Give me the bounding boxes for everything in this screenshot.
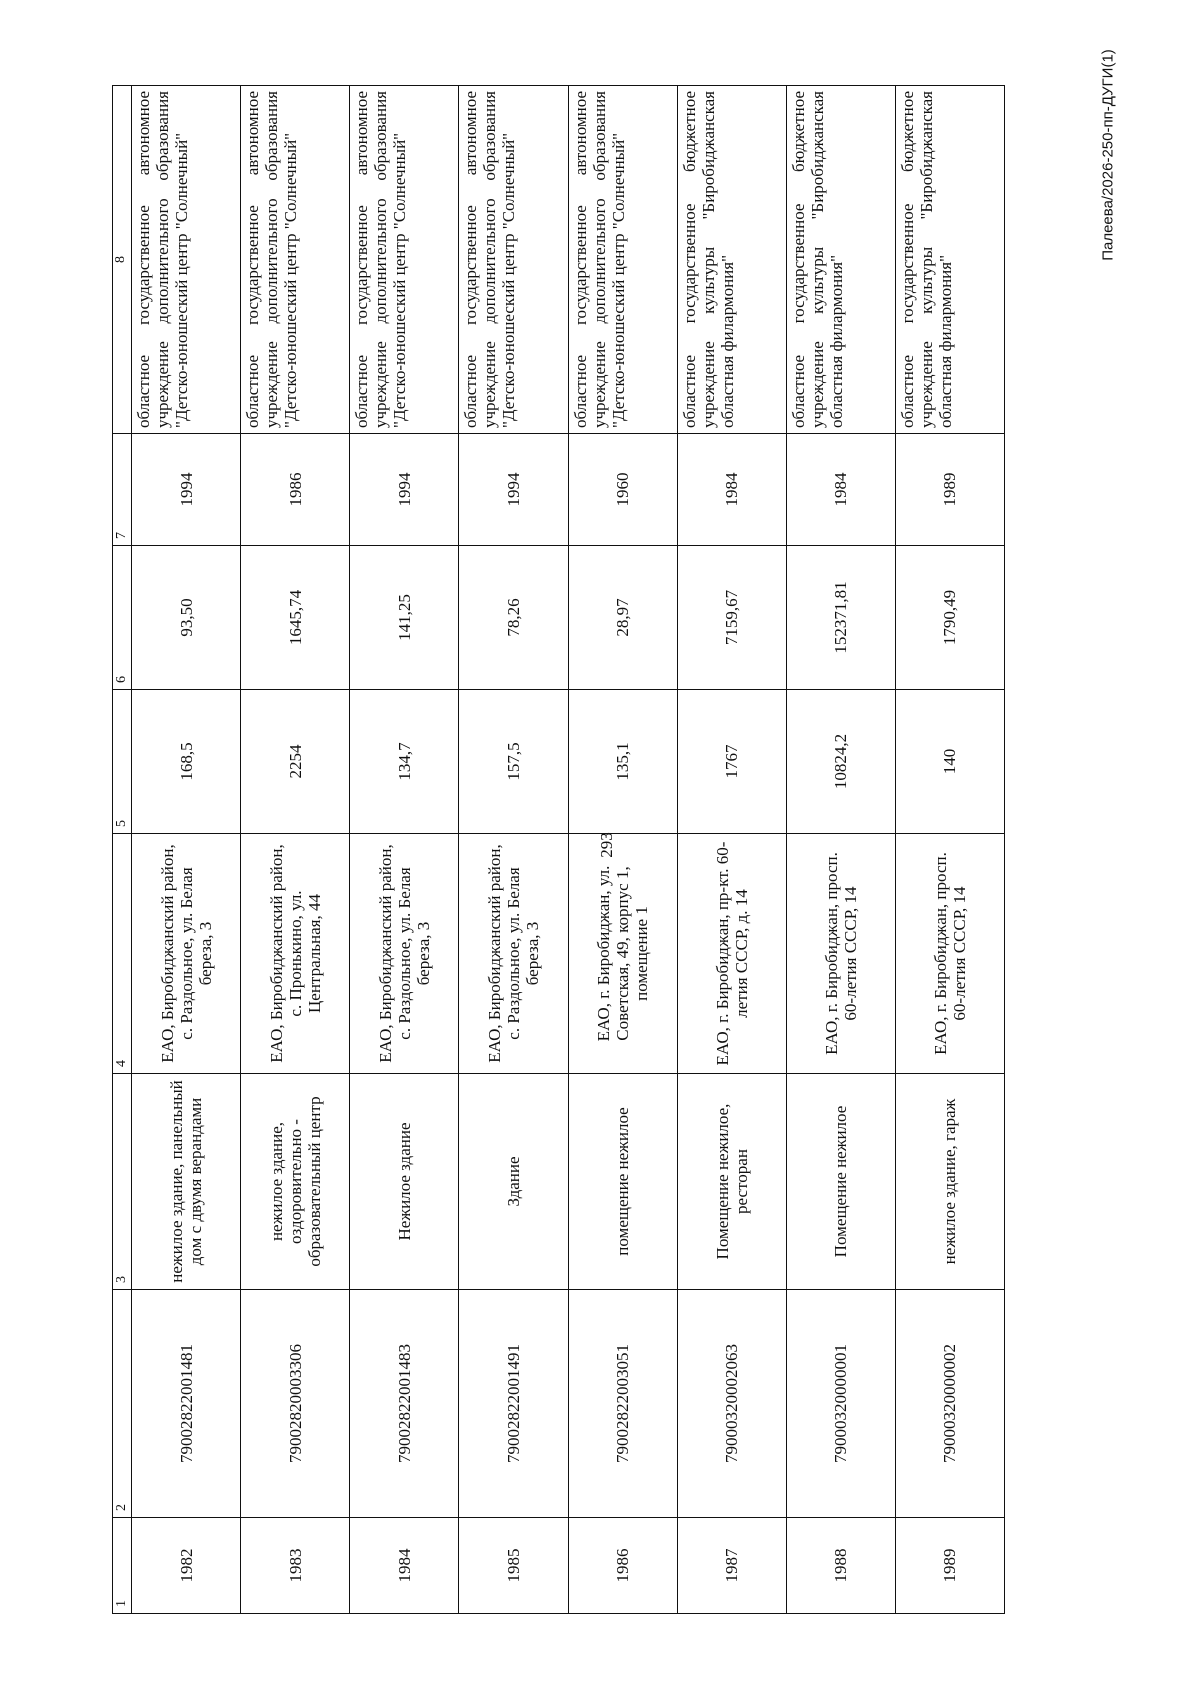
cadastral-number-cell: 79002822003051 bbox=[568, 1290, 677, 1518]
column-number: 5 bbox=[113, 690, 132, 834]
column-number: 8 bbox=[113, 86, 132, 434]
area-cell: 134,7 bbox=[350, 690, 459, 834]
area-cell: 1767 bbox=[677, 690, 786, 834]
cadastral-number-cell: 79002822001481 bbox=[132, 1290, 241, 1518]
object-name-cell: Нежилое здание bbox=[350, 1074, 459, 1290]
row-number-cell: 1989 bbox=[895, 1518, 1004, 1614]
area-cell: 2254 bbox=[241, 690, 350, 834]
area-cell: 157,5 bbox=[459, 690, 568, 834]
holder-cell: областное государственное бюджетное учреждение культуры "Биробиджанская областная филармония" bbox=[786, 86, 895, 434]
object-name-cell: нежилое здание, панельный дом с двумя верандами bbox=[132, 1074, 241, 1290]
table-row bbox=[350, 86, 459, 1614]
address-cell: ЕАО, Биробиджанский район, с. Раздольное, ул. Белая береза, 3 bbox=[459, 834, 568, 1074]
row-number-cell: 1983 bbox=[241, 1518, 350, 1614]
holder-cell: областное государственное автономное учреждение дополнительного образования "Детско-юношеский центр "Солнечный" bbox=[350, 86, 459, 434]
cadastral-number-cell: 79002820003306 bbox=[241, 1290, 350, 1518]
row-number-cell: 1986 bbox=[568, 1518, 677, 1614]
address-cell: ЕАО, Биробиджанский район, с. Пронькино, ул. Центральная, 44 bbox=[241, 834, 350, 1074]
address-cell: ЕАО, Биробиджанский район, с. Раздольное, ул. Белая береза, 3 bbox=[132, 834, 241, 1074]
table-row bbox=[677, 86, 786, 1614]
value-cell: 1790,49 bbox=[895, 546, 1004, 690]
document-code: Палеева/2026-250-пп-ДУГИ(1) bbox=[1099, 49, 1117, 261]
year-cell: 1986 bbox=[241, 434, 350, 546]
object-name-cell: Помещение нежилое bbox=[786, 1074, 895, 1290]
row-number-cell: 1982 bbox=[132, 1518, 241, 1614]
row-number-cell: 1984 bbox=[350, 1518, 459, 1614]
cadastral-number-cell: 79000320000002 bbox=[895, 1290, 1004, 1518]
year-cell: 1960 bbox=[568, 434, 677, 546]
year-cell: 1989 bbox=[895, 434, 1004, 546]
object-name-cell: Здание bbox=[459, 1074, 568, 1290]
value-cell: 28,97 bbox=[568, 546, 677, 690]
cadastral-number-cell: 79000320002063 bbox=[677, 1290, 786, 1518]
value-cell: 1645,74 bbox=[241, 546, 350, 690]
address-cell: ЕАО, г. Биробиджан, пр-кт. 60-летия СССР, д. 14 bbox=[677, 834, 786, 1074]
column-number: 4 bbox=[113, 834, 132, 1074]
registry-table-container bbox=[112, 86, 1005, 1614]
column-number: 6 bbox=[113, 546, 132, 690]
row-number-cell: 1988 bbox=[786, 1518, 895, 1614]
column-number-row bbox=[113, 86, 132, 1614]
table-row bbox=[241, 86, 350, 1614]
value-cell: 78,26 bbox=[459, 546, 568, 690]
table-row bbox=[132, 86, 241, 1614]
table-row bbox=[895, 86, 1004, 1614]
object-name-cell: нежилое здание, гараж bbox=[895, 1074, 1004, 1290]
column-number: 2 bbox=[113, 1290, 132, 1518]
holder-cell: областное государственное бюджетное учреждение культуры "Биробиджанская областная филармония" bbox=[895, 86, 1004, 434]
holder-cell: областное государственное автономное учреждение дополнительного образования "Детско-юношеский центр "Солнечный" bbox=[568, 86, 677, 434]
holder-cell: областное государственное автономное учреждение дополнительного образования "Детско-юношеский центр "Солнечный" bbox=[132, 86, 241, 434]
holder-cell: областное государственное автономное учреждение дополнительного образования "Детско-юношеский центр "Солнечный" bbox=[241, 86, 350, 434]
area-cell: 10824,2 bbox=[786, 690, 895, 834]
value-cell: 141,25 bbox=[350, 546, 459, 690]
row-number-cell: 1985 bbox=[459, 1518, 568, 1614]
table-row bbox=[786, 86, 895, 1614]
year-cell: 1984 bbox=[677, 434, 786, 546]
column-number: 1 bbox=[113, 1518, 132, 1614]
cadastral-number-cell: 79002822001483 bbox=[350, 1290, 459, 1518]
column-number: 3 bbox=[113, 1074, 132, 1290]
value-cell: 7159,67 bbox=[677, 546, 786, 690]
value-cell: 93,50 bbox=[132, 546, 241, 690]
row-number-cell: 1987 bbox=[677, 1518, 786, 1614]
address-cell: ЕАО, Биробиджанский район, с. Раздольное, ул. Белая береза, 3 bbox=[350, 834, 459, 1074]
year-cell: 1994 bbox=[350, 434, 459, 546]
cadastral-number-cell: 79002822001491 bbox=[459, 1290, 568, 1518]
area-cell: 135,1 bbox=[568, 690, 677, 834]
table-row bbox=[568, 86, 677, 1614]
table-row bbox=[459, 86, 568, 1614]
object-name-cell: помещение нежилое bbox=[568, 1074, 677, 1290]
area-cell: 168,5 bbox=[132, 690, 241, 834]
address-cell: ЕАО, г. Биробиджан, ул. Советская, 49, корпус 1, помещение 1 bbox=[568, 834, 677, 1074]
holder-cell: областное государственное автономное учреждение дополнительного образования "Детско-юношеский центр "Солнечный" bbox=[459, 86, 568, 434]
page-number: 293 bbox=[597, 832, 616, 858]
year-cell: 1994 bbox=[132, 434, 241, 546]
holder-cell: областное государственное бюджетное учреждение культуры "Биробиджанская областная филармония" bbox=[677, 86, 786, 434]
column-number: 7 bbox=[113, 434, 132, 546]
object-name-cell: Помещение нежилое, ресторан bbox=[677, 1074, 786, 1290]
address-cell: ЕАО, г. Биробиджан, просп. 60-летия СССР, 14 bbox=[786, 834, 895, 1074]
registry-table bbox=[112, 85, 1005, 1614]
year-cell: 1994 bbox=[459, 434, 568, 546]
address-cell: ЕАО, г. Биробиджан, просп. 60-летия СССР, 14 bbox=[895, 834, 1004, 1074]
object-name-cell: нежилое здание, оздоровительно - образовательный центр bbox=[241, 1074, 350, 1290]
year-cell: 1984 bbox=[786, 434, 895, 546]
value-cell: 152371,81 bbox=[786, 546, 895, 690]
cadastral-number-cell: 79000320000001 bbox=[786, 1290, 895, 1518]
area-cell: 140 bbox=[895, 690, 1004, 834]
